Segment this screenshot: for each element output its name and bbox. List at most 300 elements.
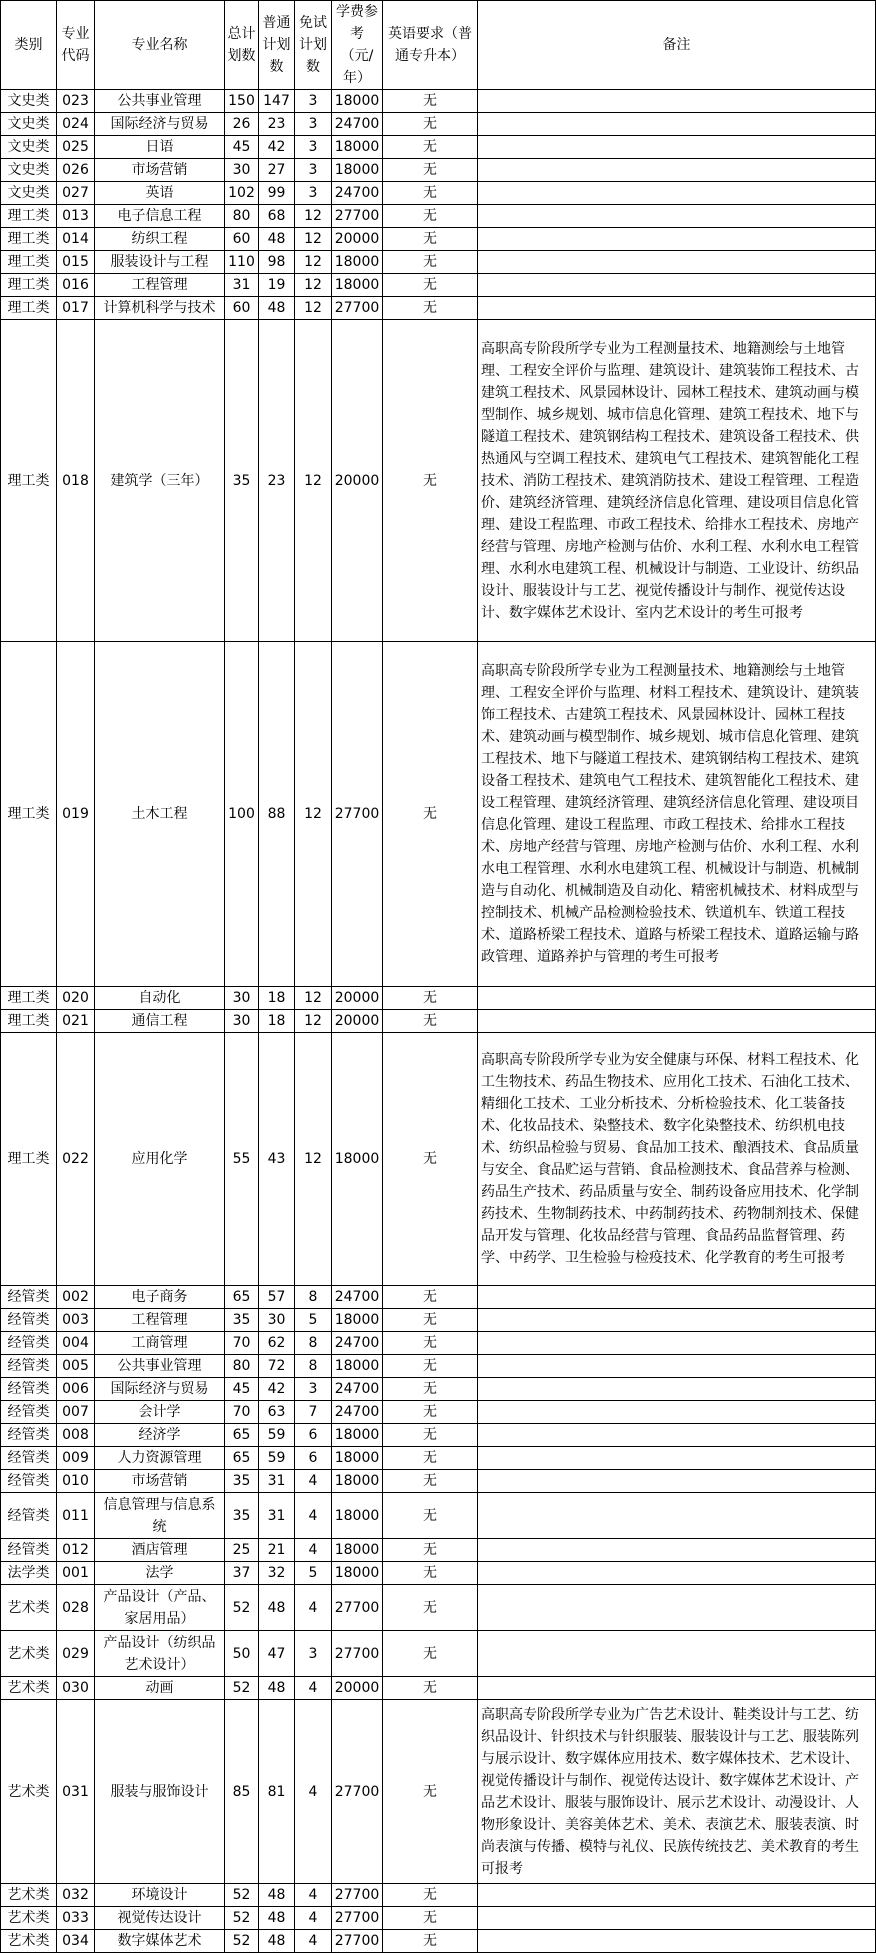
table-row	[1, 159, 876, 182]
cell-exempt: 4	[295, 1907, 332, 1930]
table-row	[1, 274, 876, 297]
cell-note	[478, 205, 876, 228]
header-regular: 普通计划数	[259, 1, 295, 90]
cell-regular: 23	[259, 320, 295, 642]
cell-category: 文史类	[1, 136, 57, 159]
table-row	[1, 1493, 876, 1539]
cell-code: 004	[57, 1332, 95, 1355]
cell-exempt: 5	[295, 1309, 332, 1332]
cell-category: 理工类	[1, 205, 57, 228]
cell-tuition: 18000	[332, 1447, 383, 1470]
cell-category: 经管类	[1, 1470, 57, 1493]
cell-exempt: 4	[295, 1585, 332, 1631]
cell-tuition: 18000	[332, 90, 383, 113]
cell-category: 经管类	[1, 1539, 57, 1562]
cell-regular: 48	[259, 1677, 295, 1700]
table-row	[1, 1884, 876, 1907]
cell-category: 经管类	[1, 1493, 57, 1539]
cell-exempt: 12	[295, 228, 332, 251]
cell-total: 45	[225, 136, 259, 159]
cell-english: 无	[383, 1401, 478, 1424]
cell-name: 产品设计（产品、家居用品）	[95, 1585, 225, 1631]
cell-category: 经管类	[1, 1447, 57, 1470]
cell-regular: 32	[259, 1562, 295, 1585]
cell-english: 无	[383, 642, 478, 987]
cell-total: 26	[225, 113, 259, 136]
cell-exempt: 12	[295, 320, 332, 642]
cell-regular: 31	[259, 1470, 295, 1493]
table-row	[1, 205, 876, 228]
cell-english: 无	[383, 182, 478, 205]
cell-tuition: 18000	[332, 1562, 383, 1585]
cell-note	[478, 159, 876, 182]
cell-note	[478, 1447, 876, 1470]
table-row	[1, 1355, 876, 1378]
cell-english: 无	[383, 274, 478, 297]
cell-total: 80	[225, 1355, 259, 1378]
cell-exempt: 7	[295, 1401, 332, 1424]
table-row	[1, 1585, 876, 1631]
cell-english: 无	[383, 1470, 478, 1493]
cell-category: 文史类	[1, 90, 57, 113]
cell-total: 35	[225, 1493, 259, 1539]
cell-category: 理工类	[1, 251, 57, 274]
cell-tuition: 24700	[332, 1332, 383, 1355]
table-row	[1, 297, 876, 320]
cell-category: 理工类	[1, 274, 57, 297]
cell-english: 无	[383, 228, 478, 251]
cell-name: 国际经济与贸易	[95, 113, 225, 136]
cell-total: 25	[225, 1539, 259, 1562]
cell-exempt: 12	[295, 205, 332, 228]
cell-code: 002	[57, 1286, 95, 1309]
cell-regular: 147	[259, 90, 295, 113]
cell-regular: 99	[259, 182, 295, 205]
cell-note	[478, 1493, 876, 1539]
cell-tuition: 24700	[332, 182, 383, 205]
header-english: 英语要求（普通专升本）	[383, 1, 478, 90]
cell-regular: 30	[259, 1309, 295, 1332]
cell-regular: 48	[259, 1907, 295, 1930]
cell-name: 公共事业管理	[95, 90, 225, 113]
cell-note	[478, 1884, 876, 1907]
cell-english: 无	[383, 297, 478, 320]
cell-exempt: 4	[295, 1493, 332, 1539]
cell-name: 自动化	[95, 987, 225, 1010]
cell-regular: 43	[259, 1033, 295, 1286]
cell-code: 025	[57, 136, 95, 159]
cell-category: 经管类	[1, 1355, 57, 1378]
table-row	[1, 136, 876, 159]
cell-regular: 62	[259, 1332, 295, 1355]
cell-tuition: 27700	[332, 642, 383, 987]
cell-english: 无	[383, 320, 478, 642]
cell-tuition: 27700	[332, 1631, 383, 1677]
cell-total: 30	[225, 987, 259, 1010]
cell-exempt: 3	[295, 1631, 332, 1677]
cell-total: 102	[225, 182, 259, 205]
cell-exempt: 3	[295, 136, 332, 159]
cell-total: 52	[225, 1907, 259, 1930]
cell-name: 会计学	[95, 1401, 225, 1424]
cell-regular: 31	[259, 1493, 295, 1539]
cell-code: 011	[57, 1493, 95, 1539]
cell-note	[478, 1585, 876, 1631]
cell-total: 150	[225, 90, 259, 113]
cell-english: 无	[383, 1332, 478, 1355]
cell-total: 70	[225, 1401, 259, 1424]
cell-name: 市场营销	[95, 1470, 225, 1493]
cell-code: 007	[57, 1401, 95, 1424]
cell-note	[478, 1286, 876, 1309]
cell-tuition: 27700	[332, 1585, 383, 1631]
cell-code: 006	[57, 1378, 95, 1401]
cell-note	[478, 1907, 876, 1930]
cell-total: 55	[225, 1033, 259, 1286]
table-row	[1, 987, 876, 1010]
header-row	[1, 1, 876, 90]
cell-regular: 48	[259, 228, 295, 251]
cell-name: 电子商务	[95, 1286, 225, 1309]
cell-english: 无	[383, 1286, 478, 1309]
table-row	[1, 182, 876, 205]
cell-english: 无	[383, 1493, 478, 1539]
cell-category: 经管类	[1, 1286, 57, 1309]
cell-name: 信息管理与信息系统	[95, 1493, 225, 1539]
cell-english: 无	[383, 987, 478, 1010]
cell-code: 005	[57, 1355, 95, 1378]
cell-category: 理工类	[1, 228, 57, 251]
cell-total: 35	[225, 320, 259, 642]
cell-note: 高职高专阶段所学专业为安全健康与环保、材料工程技术、化工生物技术、药品生物技术、应用化工技术、石油化工技术、精细化工技术、工业分析技术、分析检验技术、化工装备技术、化妆品技术、染整技术、数字化染整技术、纺织机电技术、纺织品检验与贸易、食品加工技术、酿酒技术、食品质量与安全、食品贮运与营销、食品检测技术、食品营养与检测、药品生产技术、药品质量与安全、制药设备应用技术、化学制药技术、生物制药技术、中药制药技术、药物制剂技术、保健品开发与管理、化妆品经营与管理、食品药品监督管理、药学、中药学、卫生检验与检疫技术、化学教育的考生可报考	[478, 1033, 876, 1286]
cell-exempt: 12	[295, 987, 332, 1010]
table-row	[1, 1010, 876, 1033]
cell-regular: 68	[259, 205, 295, 228]
table-body	[1, 90, 876, 1953]
cell-total: 100	[225, 642, 259, 987]
cell-tuition: 27700	[332, 205, 383, 228]
cell-code: 019	[57, 642, 95, 987]
cell-total: 52	[225, 1930, 259, 1953]
cell-name: 应用化学	[95, 1033, 225, 1286]
cell-tuition: 18000	[332, 1309, 383, 1332]
cell-note	[478, 1539, 876, 1562]
cell-name: 视觉传达设计	[95, 1907, 225, 1930]
cell-category: 理工类	[1, 642, 57, 987]
header-exempt: 免试计划数	[295, 1, 332, 90]
cell-regular: 19	[259, 274, 295, 297]
cell-english: 无	[383, 1907, 478, 1930]
cell-tuition: 18000	[332, 274, 383, 297]
table-row	[1, 1700, 876, 1884]
cell-english: 无	[383, 159, 478, 182]
header-category: 类别	[1, 1, 57, 90]
cell-exempt: 4	[295, 1884, 332, 1907]
cell-note	[478, 113, 876, 136]
table-row	[1, 320, 876, 642]
cell-code: 016	[57, 274, 95, 297]
cell-regular: 59	[259, 1424, 295, 1447]
cell-name: 环境设计	[95, 1884, 225, 1907]
cell-regular: 57	[259, 1286, 295, 1309]
table-row	[1, 1309, 876, 1332]
cell-name: 产品设计（纺织品艺术设计）	[95, 1631, 225, 1677]
cell-note	[478, 987, 876, 1010]
cell-category: 艺术类	[1, 1631, 57, 1677]
cell-total: 50	[225, 1631, 259, 1677]
cell-exempt: 5	[295, 1562, 332, 1585]
cell-note	[478, 1332, 876, 1355]
cell-tuition: 20000	[332, 228, 383, 251]
cell-total: 70	[225, 1332, 259, 1355]
table-row	[1, 1470, 876, 1493]
cell-name: 建筑学（三年）	[95, 320, 225, 642]
table-row	[1, 1424, 876, 1447]
cell-code: 021	[57, 1010, 95, 1033]
cell-total: 65	[225, 1447, 259, 1470]
cell-category: 艺术类	[1, 1677, 57, 1700]
cell-exempt: 12	[295, 642, 332, 987]
cell-total: 65	[225, 1286, 259, 1309]
cell-exempt: 6	[295, 1424, 332, 1447]
cell-name: 工程管理	[95, 1309, 225, 1332]
table-row	[1, 1677, 876, 1700]
cell-total: 65	[225, 1424, 259, 1447]
table-row	[1, 642, 876, 987]
cell-regular: 88	[259, 642, 295, 987]
cell-exempt: 8	[295, 1355, 332, 1378]
table-row	[1, 1562, 876, 1585]
cell-regular: 48	[259, 1585, 295, 1631]
cell-exempt: 4	[295, 1930, 332, 1953]
cell-category: 文史类	[1, 113, 57, 136]
cell-exempt: 8	[295, 1332, 332, 1355]
cell-exempt: 8	[295, 1286, 332, 1309]
cell-regular: 18	[259, 1010, 295, 1033]
cell-category: 艺术类	[1, 1907, 57, 1930]
cell-exempt: 12	[295, 274, 332, 297]
cell-name: 工程管理	[95, 274, 225, 297]
cell-english: 无	[383, 1930, 478, 1953]
cell-english: 无	[383, 1539, 478, 1562]
cell-english: 无	[383, 251, 478, 274]
cell-regular: 23	[259, 113, 295, 136]
cell-code: 018	[57, 320, 95, 642]
table-row	[1, 1401, 876, 1424]
cell-code: 026	[57, 159, 95, 182]
cell-english: 无	[383, 136, 478, 159]
cell-category: 经管类	[1, 1309, 57, 1332]
cell-note	[478, 1401, 876, 1424]
cell-tuition: 27700	[332, 1884, 383, 1907]
cell-code: 024	[57, 113, 95, 136]
cell-note	[478, 1355, 876, 1378]
cell-code: 013	[57, 205, 95, 228]
cell-name: 通信工程	[95, 1010, 225, 1033]
cell-regular: 42	[259, 136, 295, 159]
cell-exempt: 6	[295, 1447, 332, 1470]
cell-name: 英语	[95, 182, 225, 205]
cell-name: 酒店管理	[95, 1539, 225, 1562]
cell-category: 文史类	[1, 182, 57, 205]
cell-code: 003	[57, 1309, 95, 1332]
table-row	[1, 1447, 876, 1470]
cell-tuition: 18000	[332, 1033, 383, 1286]
table-row	[1, 1033, 876, 1286]
table-row	[1, 1631, 876, 1677]
cell-regular: 47	[259, 1631, 295, 1677]
cell-exempt: 3	[295, 182, 332, 205]
cell-tuition: 20000	[332, 987, 383, 1010]
cell-total: 60	[225, 228, 259, 251]
cell-english: 无	[383, 1355, 478, 1378]
cell-note	[478, 1470, 876, 1493]
cell-regular: 81	[259, 1700, 295, 1884]
cell-tuition: 27700	[332, 297, 383, 320]
cell-category: 法学类	[1, 1562, 57, 1585]
cell-english: 无	[383, 1033, 478, 1286]
cell-category: 经管类	[1, 1401, 57, 1424]
cell-code: 030	[57, 1677, 95, 1700]
cell-note	[478, 90, 876, 113]
table-row	[1, 1907, 876, 1930]
cell-category: 文史类	[1, 159, 57, 182]
cell-category: 艺术类	[1, 1884, 57, 1907]
cell-exempt: 3	[295, 90, 332, 113]
cell-code: 022	[57, 1033, 95, 1286]
cell-note	[478, 1309, 876, 1332]
table-row	[1, 113, 876, 136]
cell-category: 理工类	[1, 987, 57, 1010]
cell-exempt: 12	[295, 1010, 332, 1033]
cell-note	[478, 1010, 876, 1033]
cell-exempt: 4	[295, 1677, 332, 1700]
cell-english: 无	[383, 1562, 478, 1585]
cell-name: 服装与服饰设计	[95, 1700, 225, 1884]
cell-regular: 72	[259, 1355, 295, 1378]
cell-exempt: 4	[295, 1470, 332, 1493]
cell-category: 理工类	[1, 1033, 57, 1286]
cell-code: 015	[57, 251, 95, 274]
cell-tuition: 18000	[332, 1355, 383, 1378]
cell-regular: 98	[259, 251, 295, 274]
cell-note: 高职高专阶段所学专业为广告艺术设计、鞋类设计与工艺、纺织品设计、针织技术与针织服装、服装设计与工艺、服装陈列与展示设计、数字媒体应用技术、数字媒体技术、艺术设计、视觉传播设计与制作、视觉传达设计、数字媒体艺术设计、产品艺术设计、服装与服饰设计、展示艺术设计、动漫设计、人物形象设计、美容美体艺术、美术、表演艺术、服装表演、时尚表演与传播、模特与礼仪、民族传统技艺、美术教育的考生可报考	[478, 1700, 876, 1884]
cell-total: 110	[225, 251, 259, 274]
table-row	[1, 251, 876, 274]
cell-exempt: 12	[295, 297, 332, 320]
cell-category: 理工类	[1, 320, 57, 642]
cell-regular: 48	[259, 297, 295, 320]
header-code: 专业代码	[57, 1, 95, 90]
cell-category: 理工类	[1, 297, 57, 320]
cell-name: 国际经济与贸易	[95, 1378, 225, 1401]
cell-code: 027	[57, 182, 95, 205]
cell-note	[478, 1378, 876, 1401]
cell-total: 30	[225, 1010, 259, 1033]
cell-total: 52	[225, 1585, 259, 1631]
cell-english: 无	[383, 1677, 478, 1700]
cell-name: 计算机科学与技术	[95, 297, 225, 320]
cell-code: 017	[57, 297, 95, 320]
cell-english: 无	[383, 1700, 478, 1884]
cell-total: 52	[225, 1884, 259, 1907]
cell-english: 无	[383, 1884, 478, 1907]
cell-tuition: 18000	[332, 136, 383, 159]
cell-note	[478, 182, 876, 205]
cell-name: 经济学	[95, 1424, 225, 1447]
cell-english: 无	[383, 1010, 478, 1033]
cell-category: 经管类	[1, 1424, 57, 1447]
cell-total: 85	[225, 1700, 259, 1884]
cell-name: 土木工程	[95, 642, 225, 987]
cell-english: 无	[383, 1378, 478, 1401]
cell-english: 无	[383, 1309, 478, 1332]
cell-total: 31	[225, 274, 259, 297]
cell-category: 理工类	[1, 1010, 57, 1033]
table-row	[1, 1332, 876, 1355]
cell-tuition: 18000	[332, 1424, 383, 1447]
cell-regular: 48	[259, 1884, 295, 1907]
cell-code: 020	[57, 987, 95, 1010]
cell-english: 无	[383, 90, 478, 113]
cell-note	[478, 1562, 876, 1585]
cell-code: 010	[57, 1470, 95, 1493]
cell-regular: 63	[259, 1401, 295, 1424]
cell-exempt: 3	[295, 1378, 332, 1401]
cell-english: 无	[383, 1447, 478, 1470]
cell-tuition: 24700	[332, 1286, 383, 1309]
table-row	[1, 1378, 876, 1401]
cell-total: 80	[225, 205, 259, 228]
cell-name: 工商管理	[95, 1332, 225, 1355]
cell-tuition: 24700	[332, 1401, 383, 1424]
cell-regular: 59	[259, 1447, 295, 1470]
header-name: 专业名称	[95, 1, 225, 90]
cell-english: 无	[383, 1424, 478, 1447]
cell-category: 经管类	[1, 1332, 57, 1355]
cell-name: 市场营销	[95, 159, 225, 182]
cell-tuition: 18000	[332, 1493, 383, 1539]
cell-category: 经管类	[1, 1378, 57, 1401]
cell-note	[478, 1677, 876, 1700]
cell-exempt: 3	[295, 159, 332, 182]
cell-name: 服装设计与工程	[95, 251, 225, 274]
cell-name: 纺织工程	[95, 228, 225, 251]
cell-total: 37	[225, 1562, 259, 1585]
cell-english: 无	[383, 1631, 478, 1677]
table-row	[1, 90, 876, 113]
cell-code: 023	[57, 90, 95, 113]
cell-note	[478, 1631, 876, 1677]
cell-code: 033	[57, 1907, 95, 1930]
cell-tuition: 27700	[332, 1930, 383, 1953]
cell-name: 动画	[95, 1677, 225, 1700]
cell-code: 031	[57, 1700, 95, 1884]
cell-code: 034	[57, 1930, 95, 1953]
cell-regular: 21	[259, 1539, 295, 1562]
cell-code: 012	[57, 1539, 95, 1562]
cell-tuition: 18000	[332, 1470, 383, 1493]
cell-regular: 27	[259, 159, 295, 182]
cell-tuition: 27700	[332, 1700, 383, 1884]
cell-code: 014	[57, 228, 95, 251]
cell-exempt: 12	[295, 251, 332, 274]
cell-total: 45	[225, 1378, 259, 1401]
cell-total: 52	[225, 1677, 259, 1700]
cell-note	[478, 251, 876, 274]
cell-name: 人力资源管理	[95, 1447, 225, 1470]
table-row	[1, 228, 876, 251]
